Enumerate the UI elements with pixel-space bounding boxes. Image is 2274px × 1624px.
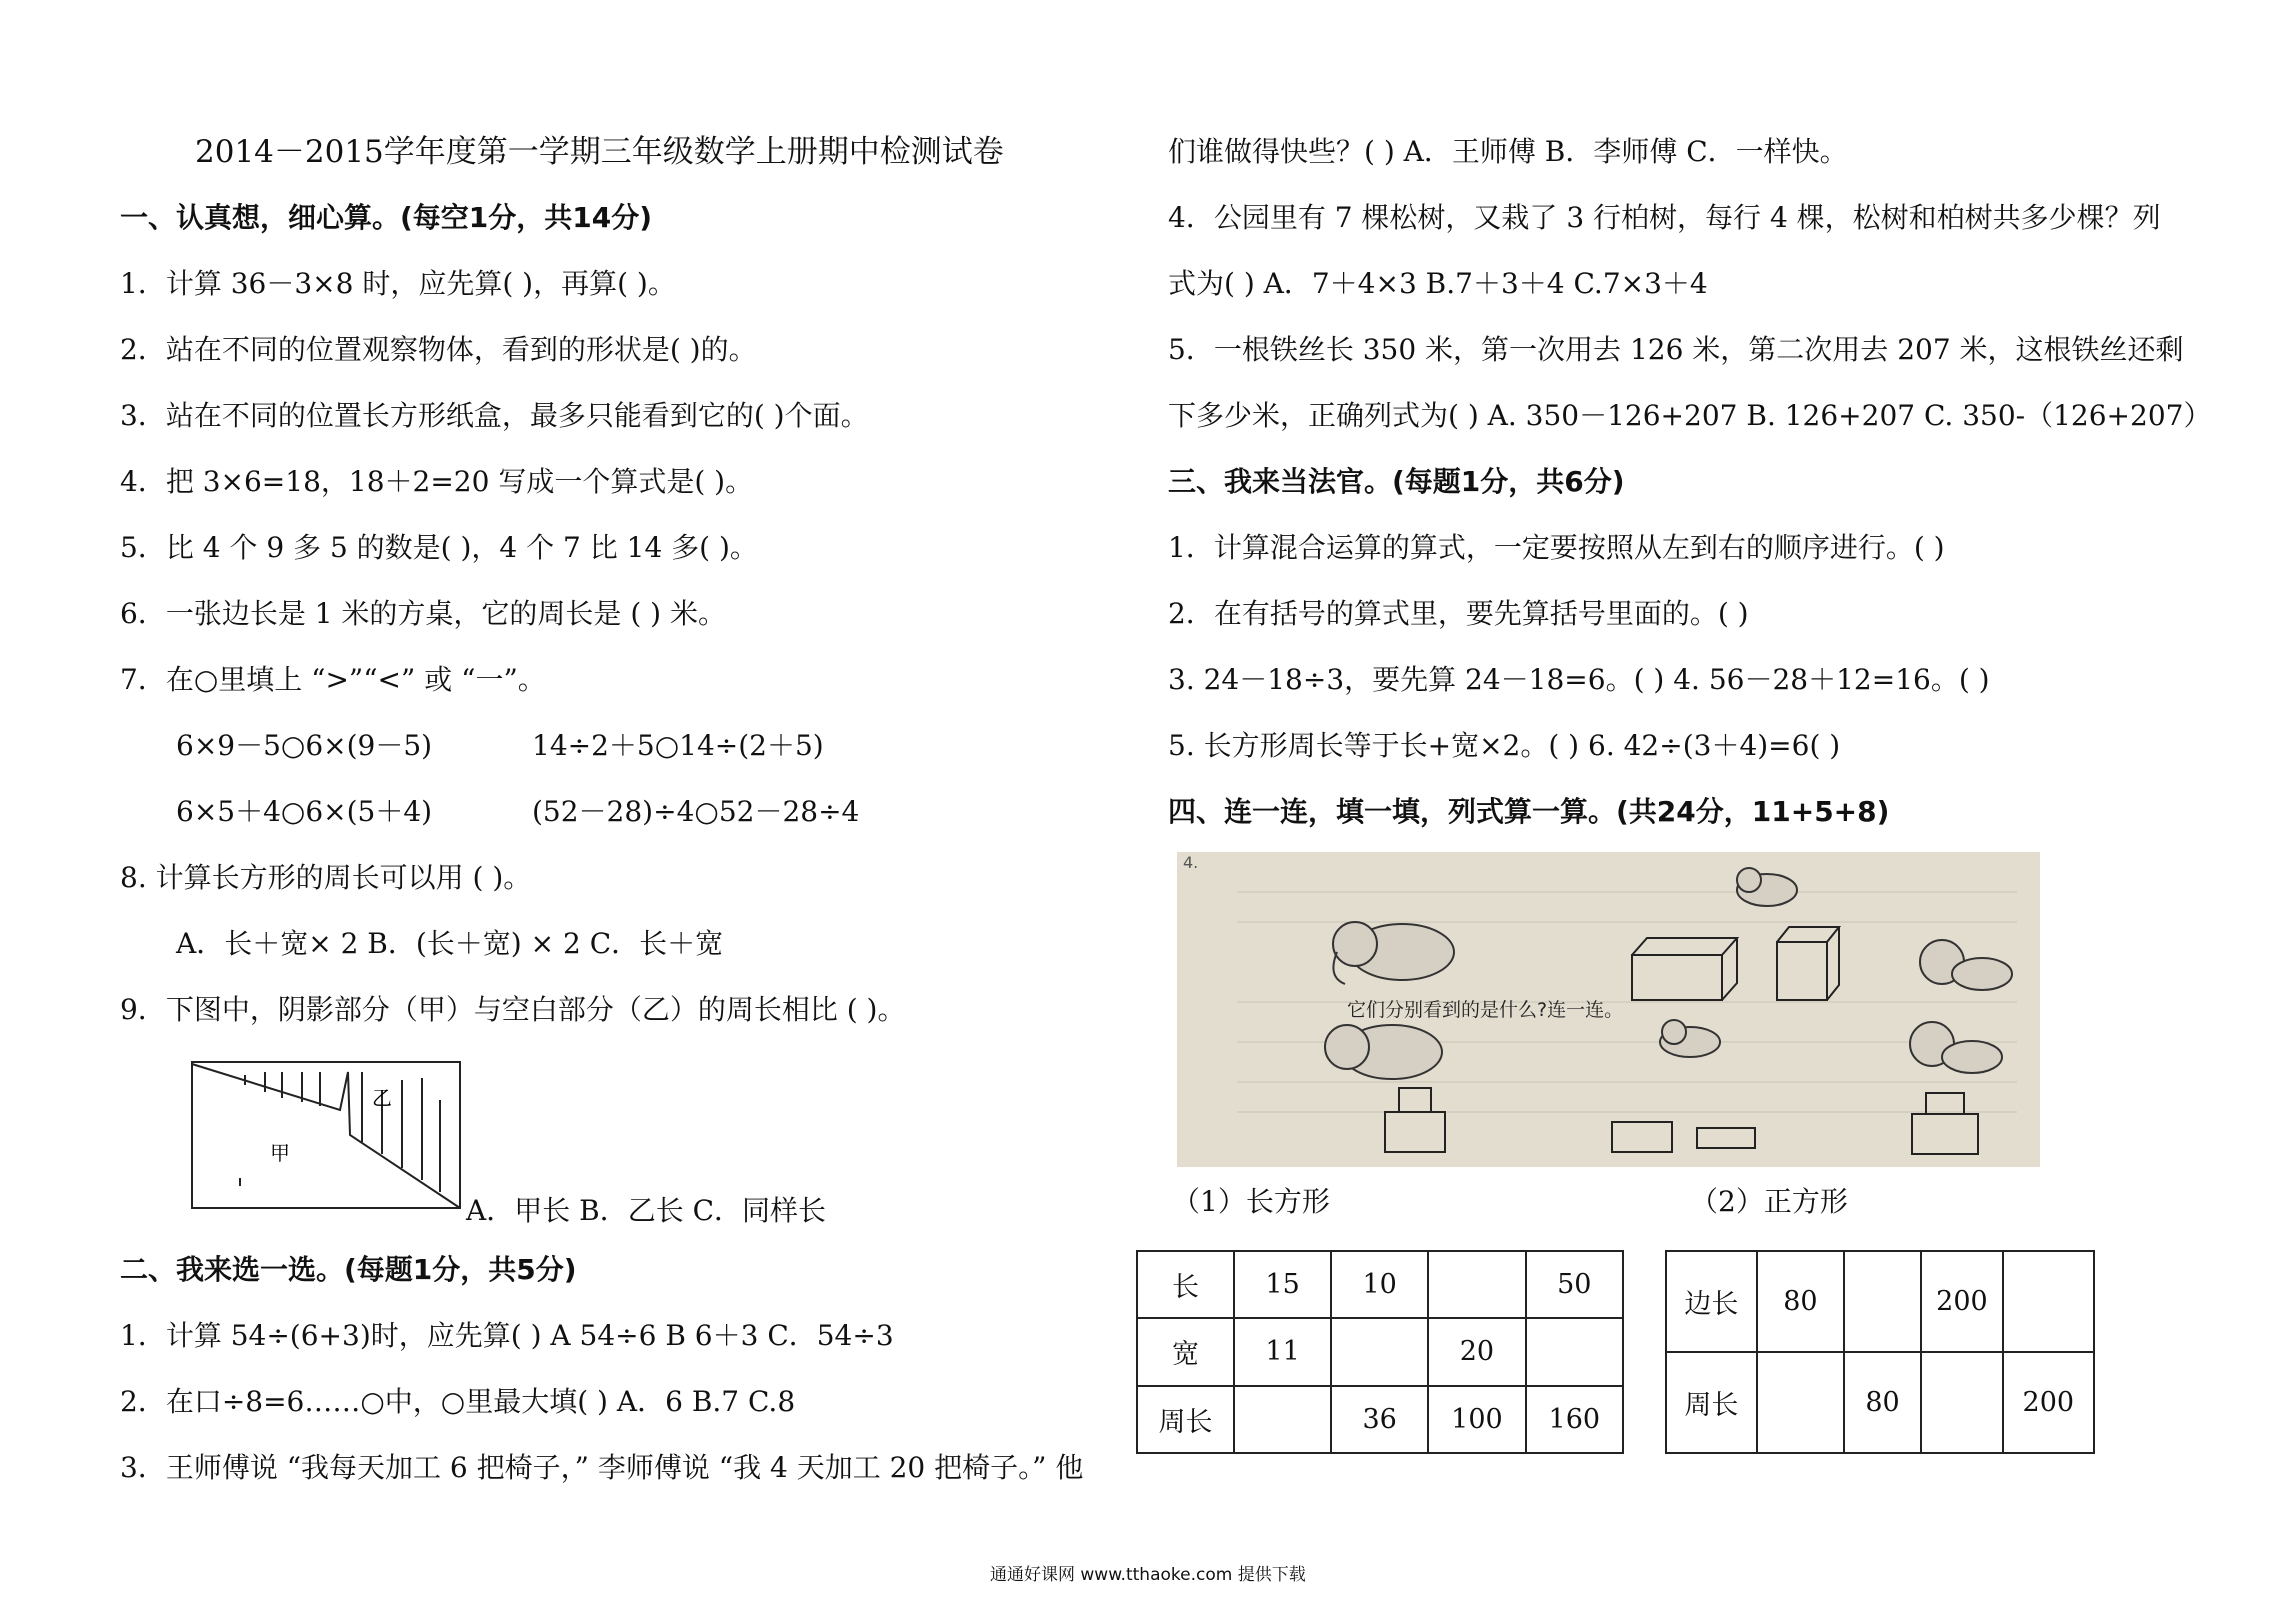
question-1-8: 8. 计算长方形的周长可以用 ( )。 (120, 861, 532, 894)
perimeter-figure (190, 1060, 465, 1215)
table-cell: 160 (1526, 1386, 1623, 1453)
table-cell (1844, 1251, 1921, 1352)
section-2-heading: 二、我来选一选。(每题1分，共5分) (120, 1253, 577, 1286)
table-cell: 边长 (1666, 1251, 1757, 1352)
question-2-1: 1．计算 54÷(6+3)时，应先算( ) A 54÷6 B 6＋3 C．54÷3 (120, 1319, 894, 1352)
question-1-7: 7．在○里填上 “>”“<” 或 “一”。 (120, 663, 546, 696)
question-1-7-a: 6×9－5○6×(9－5) (176, 729, 433, 762)
question-2-3: 3．王师傅说 “我每天加工 6 把椅子，” 李师傅说 “我 4 天加工 20 把椅子。” 他 (120, 1451, 1084, 1484)
table-cell: 11 (1234, 1318, 1331, 1385)
table-row (1666, 1251, 2094, 1352)
label-square: （2）正方形 (1690, 1185, 1848, 1218)
figure-label-jia: 甲 (270, 1141, 290, 1165)
question-3-1: 1．计算混合运算的算式，一定要按照从左到右的顺序进行。( ) (1168, 531, 1945, 564)
table-cell: 20 (1428, 1318, 1525, 1385)
question-3-2: 2．在有括号的算式里，要先算括号里面的。( ) (1168, 597, 1749, 630)
table-cell: 周长 (1666, 1352, 1757, 1453)
question-1-3: 3．站在不同的位置长方形纸盒，最多只能看到它的( )个面。 (120, 399, 869, 432)
question-2-4-cont: 式为( ) A．7＋4×3 B.7＋3＋4 C.7×3＋4 (1168, 267, 1708, 300)
question-1-7-c: 6×5＋4○6×(5＋4) (176, 795, 433, 828)
table-cell: 周长 (1137, 1386, 1234, 1453)
views-picture (1177, 852, 2040, 1167)
table-cell (1428, 1251, 1525, 1318)
table-cell: 80 (1844, 1352, 1921, 1453)
view-shape-2 (1612, 1122, 1672, 1152)
section-3-heading: 三、我来当法官。(每题1分，共6分) (1168, 465, 1625, 498)
question-1-8-options: A．长＋宽× 2 B．(长＋宽) × 2 C．长＋宽 (176, 927, 724, 960)
question-1-9: 9．下图中，阴影部分（甲）与空白部分（乙）的周长相比 ( )。 (120, 993, 906, 1026)
question-1-5: 5．比 4 个 9 多 5 的数是( )，4 个 7 比 14 多( )。 (120, 531, 758, 564)
question-2-3-cont: 们谁做得快些？( ) A．王师傅 B．李师傅 C．一样快。 (1168, 135, 1848, 168)
table-cell (2003, 1251, 2094, 1352)
elephant-icon (1333, 922, 1454, 984)
label-rectangle: （1）长方形 (1172, 1185, 1330, 1218)
section-1-heading: 一、认真想，细心算。(每空1分，共14分) (120, 201, 653, 234)
table-cell: 200 (2003, 1352, 2094, 1453)
seal-icon-2 (1660, 1020, 1720, 1057)
question-2-2: 2．在口÷8=6……○中，○里最大填( ) A．6 B.7 C.8 (120, 1385, 796, 1418)
table-cell: 宽 (1137, 1318, 1234, 1385)
table-cell: 50 (1526, 1251, 1623, 1318)
dog-icon (1920, 940, 2012, 990)
view-shape-1-top (1399, 1088, 1431, 1112)
table-cell (1921, 1352, 2002, 1453)
table-cell (1757, 1352, 1844, 1453)
view-shape-1 (1385, 1112, 1445, 1152)
square-table (1665, 1250, 2095, 1454)
table-cell (1331, 1318, 1428, 1385)
table-cell: 10 (1331, 1251, 1428, 1318)
view-shape-3 (1697, 1128, 1755, 1148)
question-1-2: 2．站在不同的位置观察物体，看到的形状是( )的。 (120, 333, 757, 366)
table-cell: 15 (1234, 1251, 1331, 1318)
table-row (1666, 1352, 2094, 1453)
question-1-6: 6．一张边长是 1 米的方桌，它的周长是 ( ) 米。 (120, 597, 726, 630)
question-1-4: 4．把 3×6=18，18＋2=20 写成一个算式是( )。 (120, 465, 754, 498)
dog-icon-2 (1910, 1022, 2002, 1073)
picture-caption: 它们分别看到的是什么?连一连。 (1347, 999, 1624, 1021)
question-3-3-4: 3. 24－18÷3，要先算 24－18=6。( ) 4. 56－28＋12=16。( ) (1168, 663, 1990, 696)
footer: 通通好课网 www.tthaoke.com 提供下载 (990, 1565, 1306, 1585)
cuboid-icon (1632, 938, 1737, 1000)
seal-icon (1737, 868, 1797, 906)
question-2-5: 5．一根铁丝长 350 米，第一次用去 126 米，第二次用去 207 米，这根铁丝还剩 (1168, 333, 2184, 366)
table-cell: 100 (1428, 1386, 1525, 1453)
picture-number: 4. (1183, 853, 1199, 872)
table-cell: 36 (1331, 1386, 1428, 1453)
tall-box-icon (1777, 927, 1839, 1000)
page-title: 2014－2015学年度第一学期三年级数学上册期中检测试卷 (195, 134, 1004, 170)
table-row (1137, 1251, 1623, 1318)
elephant-icon-2 (1325, 1025, 1442, 1079)
table-cell (1234, 1386, 1331, 1453)
view-shape-4-top (1926, 1093, 1964, 1114)
question-1-1: 1．计算 36－3×8 时，应先算( )，再算( )。 (120, 267, 676, 300)
table-row (1137, 1386, 1623, 1453)
table-cell: 长 (1137, 1251, 1234, 1318)
question-3-5-6: 5. 长方形周长等于长+宽×2。( ) 6. 42÷(3＋4)=6( ) (1168, 729, 1841, 762)
question-1-7-d: (52－28)÷4○52－28÷4 (532, 795, 860, 828)
figure-label-yi: 乙 (372, 1086, 392, 1110)
question-2-4: 4．公园里有 7 棵松树，又栽了 3 行柏树，每行 4 棵，松树和柏树共多少棵？列 (1168, 201, 2161, 234)
question-2-5-cont: 下多少米，正确列式为( ) A. 350－126+207 B. 126+207 C. 350-（126+207） (1168, 399, 2212, 432)
section-4-heading: 四、连一连，填一填，列式算一算。(共24分，11+5+8) (1168, 795, 1890, 828)
table-cell: 80 (1757, 1251, 1844, 1352)
table-cell (1526, 1318, 1623, 1385)
table-cell: 200 (1921, 1251, 2002, 1352)
view-shape-4 (1912, 1114, 1978, 1154)
table-row (1137, 1318, 1623, 1385)
rectangle-table (1136, 1250, 1624, 1454)
question-1-9-options: A．甲长 B．乙长 C．同样长 (466, 1194, 827, 1227)
question-1-7-b: 14÷2＋5○14÷(2＋5) (532, 729, 824, 762)
